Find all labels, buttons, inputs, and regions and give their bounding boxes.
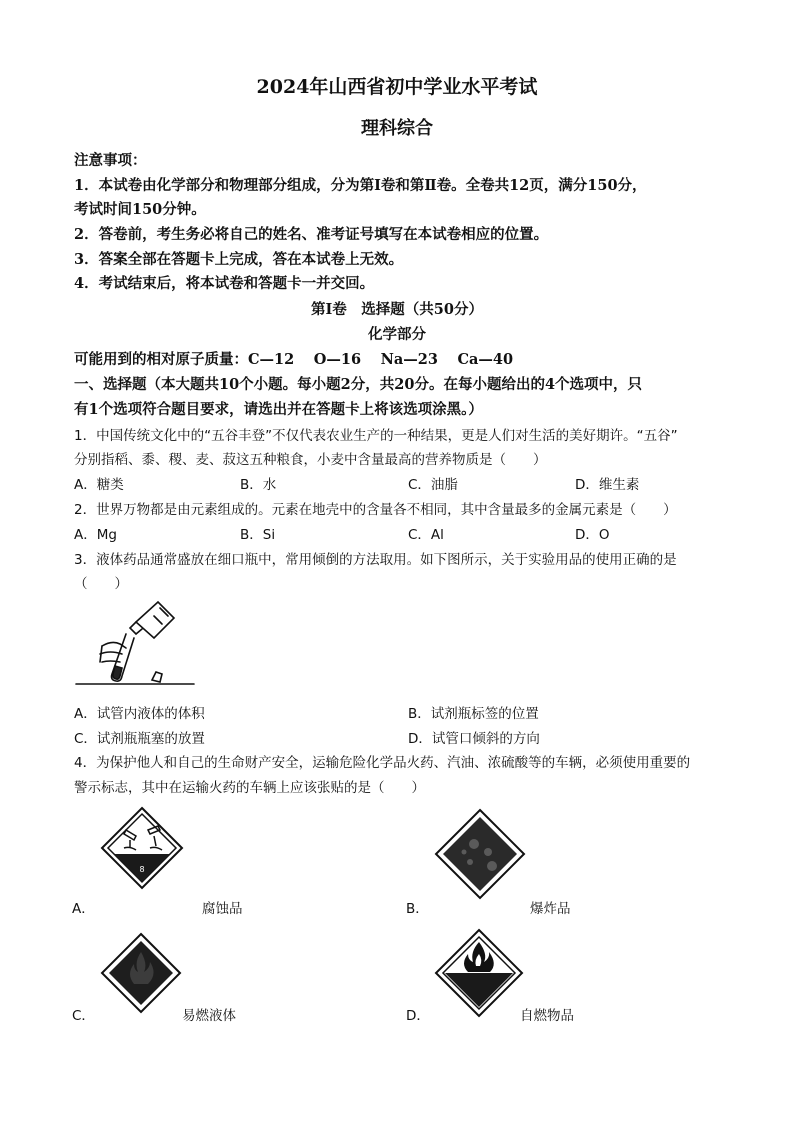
part-title: 化学部分 [368,326,426,343]
q4-option-c-label: 易燃液体 [182,1008,236,1024]
corrosive-sign-icon [100,806,184,890]
atomic-mass-line: 可能用到的相对原子质量：C—12 O—16 Na—23 Ca—40 [74,351,514,368]
notice-item-1-cont: 考试时间150分钟。 [74,201,206,218]
q1-option-c[interactable]: C．油脂 [408,477,458,493]
notice-item-2: 2．答卷前，考生务必将自己的姓名、准考证号填写在本试卷相应的位置。 [74,226,549,243]
q2-option-b[interactable]: B．Si [240,527,276,543]
q2-option-a[interactable]: A．Mg [74,527,117,543]
q4-option-d-label: 自燃物品 [520,1008,574,1024]
flammable-liquid-sign-icon [100,932,182,1014]
q1-option-d[interactable]: D．维生素 [575,477,640,493]
q3-option-c[interactable]: C．试剂瓶瓶塞的放置 [74,731,205,747]
notice-item-3: 3．答案全部在答题卡上完成，答在本试卷上无效。 [74,251,404,268]
q4-option-b-label: 爆炸品 [530,901,571,917]
q3-stem-line-2: （ ） [74,576,128,592]
q4-stem-line-2: 警示标志，其中在运输火药的车辆上应该张贴的是（ ） [74,780,425,796]
q1-option-b[interactable]: B．水 [240,477,277,493]
q4-option-b-letter[interactable]: B． [406,901,429,917]
volume-title: 第Ⅰ卷 选择题（共50分） [311,301,483,318]
q2-option-d[interactable]: D．O [575,527,610,543]
q4-option-a-label: 腐蚀品 [202,901,243,917]
sign-number: 8 [139,865,145,874]
q4-option-a-letter[interactable]: A． [72,901,95,917]
q1-option-a[interactable]: A．糖类 [74,477,124,493]
exam-title: 2024年山西省初中学业水平考试 [256,76,538,98]
q3-option-d[interactable]: D．试管口倾斜的方向 [408,731,540,747]
instruction-line-2: 有1个选项符合题目要求，请选出并在答题卡上将该选项涂黑。） [74,401,483,418]
exam-subtitle: 理科综合 [361,118,433,139]
q4-option-d-letter[interactable]: D． [406,1008,430,1024]
instruction-line-1: 一、选择题（本大题共10个小题。每小题2分，共20分。在每小题给出的4个选项中，只 [74,376,643,393]
q1-stem-line-2: 分别指稻、黍、稷、麦、菽这五种粮食，小麦中含量最高的营养物质是（ ） [74,452,547,468]
q4-stem-line-1: 4．为保护他人和自己的生命财产安全，运输危险化学品火药、汽油、浓硫酸等的车辆，必须使用重要的 [74,755,691,771]
q3-option-a[interactable]: A．试管内液体的体积 [74,706,205,722]
spontaneous-combustion-sign-icon [434,928,524,1018]
notice-item-1: 1．本试卷由化学部分和物理部分组成，分为第Ⅰ卷和第Ⅱ卷。全卷共12页，满分150分， [74,177,647,194]
notice-heading: 注意事项： [74,152,147,169]
pouring-liquid-illustration [74,596,196,688]
q2-option-c[interactable]: C．Al [408,527,444,543]
q1-stem-line-1: 1．中国传统文化中的“五谷丰登”不仅代表农业生产的一种结果，更是人们对生活的美好期许。“五谷” [74,428,678,444]
q3-option-b[interactable]: B．试剂瓶标签的位置 [408,706,539,722]
explosive-sign-icon [434,808,526,900]
q4-option-c-letter[interactable]: C． [72,1008,95,1024]
q2-stem: 2．世界万物都是由元素组成的。元素在地壳中的含量各不相同，其中含量最多的金属元素是（ ） [74,502,677,518]
notice-item-4: 4．考试结束后，将本试卷和答题卡一并交回。 [74,275,375,292]
q3-stem-line-1: 3．液体药品通常盛放在细口瓶中，常用倾倒的方法取用。如下图所示，关于实验用品的使用正确的是 [74,552,677,568]
